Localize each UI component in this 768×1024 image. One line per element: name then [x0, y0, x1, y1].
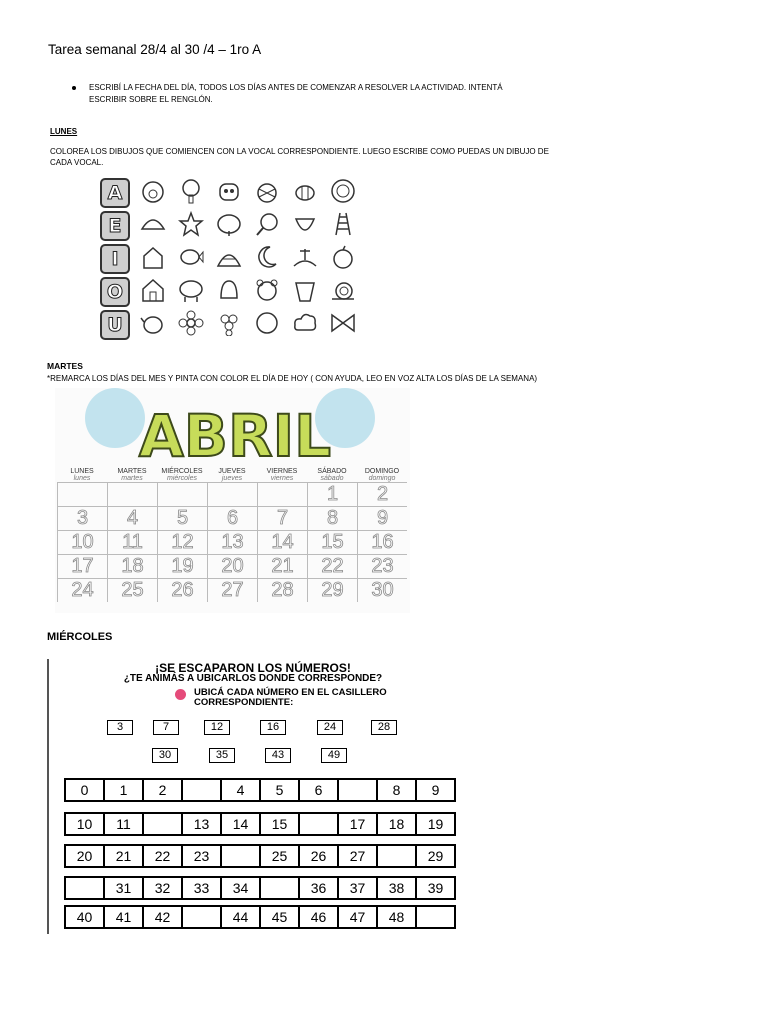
nut-icon: [254, 310, 280, 336]
speaker-icon: [175, 689, 186, 700]
number-cell[interactable]: 6: [300, 780, 339, 800]
number-cell[interactable]: 15: [261, 814, 300, 834]
vowel-picture-grid: [94, 174, 394, 342]
number-cell[interactable]: [144, 814, 183, 834]
calendar-day: 27: [207, 579, 257, 602]
calendar-day: [207, 483, 257, 506]
calendar-week: [57, 530, 407, 554]
calendar-day: [157, 483, 207, 506]
number-cell[interactable]: [66, 878, 105, 898]
calendar-day: 13: [207, 531, 257, 554]
fish-icon: [178, 244, 204, 270]
vowel-letter: A: [100, 178, 130, 208]
martes-heading: MARTES: [47, 361, 83, 371]
calendar-week: [57, 554, 407, 578]
calendar-day: 3: [57, 507, 107, 530]
calendar-day: [257, 483, 307, 506]
number-cell[interactable]: 10: [66, 814, 105, 834]
vowel-row-i: [94, 242, 394, 272]
number-cell[interactable]: 46: [300, 907, 339, 927]
calendar-day: 14: [257, 531, 307, 554]
grapes-icon: [216, 310, 242, 336]
number-cell[interactable]: 47: [339, 907, 378, 927]
number-cell[interactable]: 9: [431, 782, 440, 798]
vowel-letter: E: [100, 211, 130, 241]
calendar-day: 1: [307, 483, 357, 506]
vowel-letter: U: [100, 310, 130, 340]
house-icon: [140, 277, 166, 303]
calendar-day: 20: [207, 555, 257, 578]
loose-number: 43: [265, 748, 291, 763]
number-cell[interactable]: 18: [378, 814, 417, 834]
number-cell[interactable]: 21: [105, 846, 144, 866]
number-cell[interactable]: [183, 780, 222, 800]
day-cursive: viernes: [270, 475, 294, 482]
bear-icon: [254, 277, 280, 303]
calendar-day: 24: [57, 579, 107, 602]
calendar-day: 25: [107, 579, 157, 602]
number-cell[interactable]: 26: [300, 846, 339, 866]
abril-title: ABRIL: [138, 402, 332, 466]
calendar-day: 22: [307, 555, 357, 578]
day-header: SÁBADO: [317, 468, 347, 475]
sheep-icon: [178, 277, 204, 303]
tree-icon: [178, 178, 204, 204]
number-cell[interactable]: [339, 780, 378, 800]
number-cell[interactable]: 40: [66, 907, 105, 927]
number-cell[interactable]: 42: [144, 907, 183, 927]
martes-instructions: *REMARCA LOS DÍAS DEL MES Y PINTA CON COLOR EL DÍA DE HOY ( CON AYUDA, LEO EN VOZ ALTA LOS DÍAS DE LA SEMANA): [47, 374, 538, 383]
loose-number: 7: [153, 720, 179, 735]
loose-number: 24: [317, 720, 343, 735]
calendar-grid: [57, 468, 407, 602]
bell-icon: [216, 277, 242, 303]
number-cell[interactable]: 25: [261, 846, 300, 866]
cloud-icon: [292, 310, 318, 336]
number-cell[interactable]: 4: [222, 780, 261, 800]
pig-icon: [140, 178, 166, 204]
number-cell[interactable]: [417, 907, 454, 927]
bucket-icon: [292, 277, 318, 303]
calendar-day: 5: [157, 507, 207, 530]
calendar-day: 9: [357, 507, 407, 530]
loose-number: 28: [371, 720, 397, 735]
number-cell[interactable]: 20: [66, 846, 105, 866]
day-header: VIERNES: [266, 468, 298, 475]
calendar-day: 26: [157, 579, 207, 602]
day-header: MIÉRCOLES: [161, 468, 203, 475]
number-cell[interactable]: 36: [300, 878, 339, 898]
day-cursive: domingo: [368, 475, 396, 482]
bow-icon: [330, 310, 356, 336]
number-cell[interactable]: 17: [339, 814, 378, 834]
loose-number: 12: [204, 720, 230, 735]
day-cursive: lunes: [73, 475, 91, 482]
teapot-icon: [140, 310, 166, 336]
calendar-day: 15: [307, 531, 357, 554]
bullet-text: ESCRIBÍ LA FECHA DEL DÍA, TODOS LOS DÍAS ANTES DE COMENZAR A RESOLVER LA ACTIVIDAD. INTENTÁ ESCRIBIR SOBRE EL RENGLÓN.: [89, 83, 503, 104]
day-header: DOMINGO: [364, 468, 400, 475]
vowel-letter: I: [100, 244, 130, 274]
exercise-title: ¡SE ESCAPARON LOS NÚMEROS!: [155, 661, 351, 675]
calendar-day: 29: [307, 579, 357, 602]
calendar-day: 10: [57, 531, 107, 554]
number-cell[interactable]: 39: [427, 880, 444, 896]
number-cell[interactable]: [222, 846, 261, 866]
calendar-day: 2: [357, 483, 407, 506]
loose-number: 30: [152, 748, 178, 763]
calendar-day: 17: [57, 555, 107, 578]
number-cell[interactable]: 31: [105, 878, 144, 898]
loose-number: 35: [209, 748, 235, 763]
number-grid-row: [64, 844, 456, 868]
number-cell[interactable]: 27: [339, 846, 378, 866]
number-cell[interactable]: 41: [105, 907, 144, 927]
number-grid-row: [64, 905, 456, 929]
cow-icon: [216, 178, 242, 204]
calendar-week: [57, 578, 407, 602]
number-cell[interactable]: 13: [183, 814, 222, 834]
snail-icon: [330, 277, 356, 303]
number-cell[interactable]: 1: [105, 780, 144, 800]
number-cell[interactable]: 29: [427, 848, 444, 864]
number-cell[interactable]: 19: [427, 816, 444, 832]
calendar-day: [107, 483, 157, 506]
sun-icon: [330, 178, 356, 204]
flower-icon: [178, 310, 204, 336]
miercoles-heading: MIÉRCOLES: [47, 631, 113, 643]
lunes-instructions: COLOREA LOS DIBUJOS QUE COMIENCEN CON LA VOCAL CORRESPONDIENTE. LUEGO ESCRIBE COMO PUEDAS UN DIBUJO DE CADA VOCAL.: [50, 147, 549, 167]
mirror-icon: [254, 211, 280, 237]
number-grid-row: [64, 876, 456, 900]
igloo-icon: [216, 244, 242, 270]
day-cursive: sábado: [320, 475, 344, 482]
calendar-day: 8: [307, 507, 357, 530]
number-cell[interactable]: 22: [144, 846, 183, 866]
calendar-day: 18: [107, 555, 157, 578]
number-cell[interactable]: 11: [105, 814, 144, 834]
bee-icon: [292, 178, 318, 204]
number-grid-row: [64, 778, 456, 802]
empanada-icon: [140, 211, 166, 237]
number-cell[interactable]: 14: [222, 814, 261, 834]
exercise-subtitle: ¿TE ANIMÁS A UBICARLOS DONDE CORRESPONDE?: [123, 673, 383, 684]
number-cell[interactable]: 8: [378, 780, 417, 800]
exercise-instruction-line1: UBICÁ CADA NÚMERO EN EL CASILLERO: [194, 687, 387, 698]
calendar-day: [57, 483, 107, 506]
number-grid-row: [64, 812, 456, 836]
calendar-week: [57, 506, 407, 530]
calendar-day-headers: [57, 468, 407, 475]
number-cell[interactable]: [300, 814, 339, 834]
moon-icon: [254, 244, 280, 270]
number-cell[interactable]: 48: [378, 907, 417, 927]
calendar-day: 28: [257, 579, 307, 602]
page-title: Tarea semanal 28/4 al 30 /4 – 1ro A: [48, 42, 262, 57]
ladder-icon: [330, 211, 356, 237]
number-cell[interactable]: 34: [222, 878, 261, 898]
number-cell[interactable]: 0: [66, 780, 105, 800]
lunes-heading: LUNES: [50, 127, 78, 136]
loose-number: 3: [107, 720, 133, 735]
number-cell[interactable]: [183, 907, 222, 927]
day-cursive: miércoles: [167, 475, 197, 482]
numbers-exercise: [47, 659, 457, 934]
april-calendar: [55, 388, 410, 613]
day-cursive: jueves: [221, 475, 243, 482]
calendar-day: 7: [257, 507, 307, 530]
calendar-week: [57, 482, 407, 506]
vowel-row-e: [94, 209, 394, 239]
number-cell[interactable]: 37: [339, 878, 378, 898]
calendar-day-cursive: [57, 475, 407, 482]
elephant-icon: [216, 211, 242, 237]
vowel-row-a: [94, 176, 394, 206]
number-cell[interactable]: 23: [183, 846, 222, 866]
number-cell[interactable]: [378, 846, 417, 866]
day-cursive: martes: [121, 475, 143, 482]
number-cell[interactable]: 33: [183, 878, 222, 898]
bullet-dot: [72, 86, 76, 90]
pineapple-icon: [254, 178, 280, 204]
day-header: JUEVES: [218, 468, 246, 475]
number-cell[interactable]: 32: [144, 878, 183, 898]
exercise-instruction-line2: CORRESPONDIENTE:: [194, 697, 294, 708]
star-icon: [178, 211, 204, 237]
vowel-row-o: [94, 275, 394, 305]
loose-number: 49: [321, 748, 347, 763]
number-cell[interactable]: [261, 878, 300, 898]
strawberry-icon: [292, 211, 318, 237]
loose-number: 16: [260, 720, 286, 735]
day-header: MARTES: [117, 468, 147, 475]
vowel-letter: O: [100, 277, 130, 307]
number-cell[interactable]: 5: [261, 780, 300, 800]
calendar-day: 19: [157, 555, 207, 578]
calendar-day: 23: [357, 555, 407, 578]
number-cell[interactable]: 45: [261, 907, 300, 927]
apple-icon: [330, 244, 356, 270]
calendar-day: 11: [107, 531, 157, 554]
number-cell[interactable]: 38: [378, 878, 417, 898]
church-icon: [140, 244, 166, 270]
exercise-instruction: [194, 688, 387, 708]
number-cell[interactable]: 44: [222, 907, 261, 927]
vowel-row-u: [94, 308, 394, 338]
calendar-day: 16: [357, 531, 407, 554]
calendar-day: 4: [107, 507, 157, 530]
island-icon: [292, 244, 318, 270]
day-header: LUNES: [70, 468, 94, 475]
calendar-day: 30: [357, 579, 407, 602]
calendar-day: 6: [207, 507, 257, 530]
number-cell[interactable]: 2: [144, 780, 183, 800]
calendar-day: 21: [257, 555, 307, 578]
calendar-day: 12: [157, 531, 207, 554]
abril-banner-icon: [75, 388, 395, 466]
